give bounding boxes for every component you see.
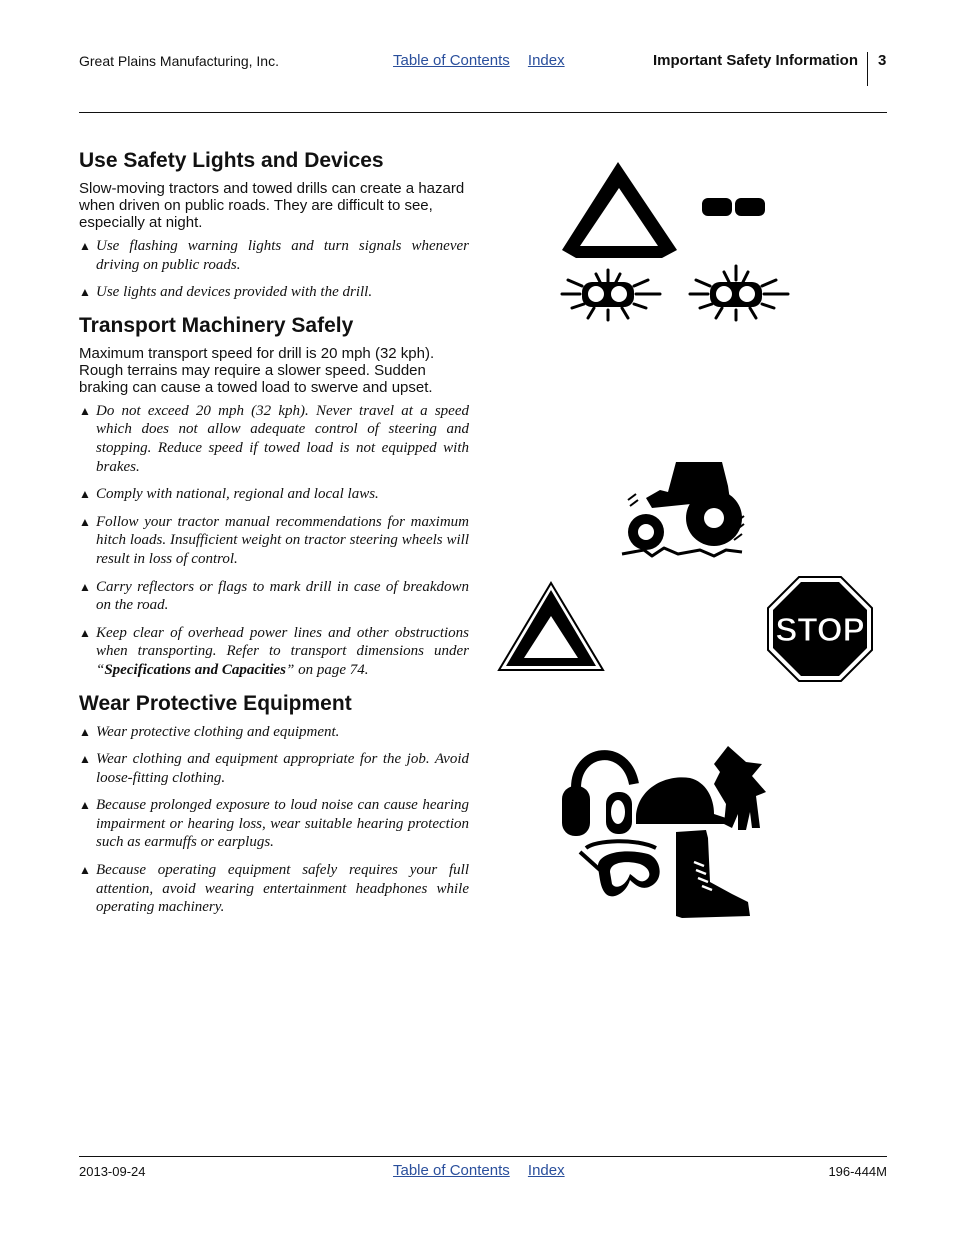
specifications-reference: Specifications and Capacities — [104, 661, 287, 678]
section-safety-lights — [79, 148, 469, 302]
triangle-bullet-icon: ▲ — [79, 285, 91, 300]
bullet-list — [79, 237, 469, 302]
bullet-item: ▲ Keep clear of overhead power lines and other obstructions when transporting. Refer to transport dimensions under “Specifications and Capacities” on page 74. — [79, 624, 469, 678]
section-title: Use Safety Lights and Devices — [79, 149, 384, 172]
bullet-list — [79, 723, 469, 917]
header-index-link[interactable]: Index — [527, 52, 565, 69]
header-rule — [79, 112, 887, 113]
protective-equipment-illustration — [556, 744, 776, 924]
bullet-item: ▲ Use lights and devices provided with the drill. — [79, 284, 373, 301]
triangle-warning-sign — [496, 580, 606, 674]
footer-rule — [79, 1156, 887, 1157]
header-section-title: Important Safety Information — [652, 52, 858, 69]
bullet-item: ▲ Because prolonged exposure to loud noise can cause hearing impairment or hearing loss, wear suitable hearing protection such as earmuffs or earplugs. — [79, 797, 469, 851]
bullet-item: ▲ Wear clothing and equipment appropriate for the job. Avoid loose-fitting clothing. — [79, 751, 469, 786]
hard-hat-icon — [636, 777, 726, 824]
triangle-bullet-icon: ▲ — [79, 403, 91, 418]
triangle-bullet-icon: ▲ — [79, 724, 91, 739]
triangle-bullet-icon: ▲ — [79, 514, 91, 529]
bullet-list — [79, 402, 469, 680]
triangle-bullet-icon: ▲ — [79, 863, 91, 878]
triangle-bullet-icon: ▲ — [79, 798, 91, 813]
triangle-bullet-icon: ▲ — [79, 239, 91, 253]
triangle-bullet-icon: ▲ — [79, 625, 91, 640]
header-divider — [867, 52, 868, 86]
warning-lights-pair-icon — [702, 198, 765, 216]
triangle-warning-icon — [499, 583, 603, 670]
footer-doc-number: 196-444M — [828, 1164, 887, 1179]
bullet-item: ▲ Do not exceed 20 mph (32 kph). Never travel at a speed which does not allow adequate control of steering and stopping. Reduce speed if towed load is not equipped with brakes. — [79, 402, 469, 475]
triangle-bullet-icon: ▲ — [79, 487, 91, 502]
smv-emblem-icon — [562, 162, 677, 258]
stop-sign-icon — [768, 577, 872, 681]
bullet-item: ▲ Comply with national, regional and local laws. — [79, 486, 379, 503]
footer-date: 2013-09-24 — [79, 1164, 146, 1179]
section-title: Transport Machinery Safely — [79, 313, 354, 337]
header-toc-link[interactable]: Table of Contents — [393, 52, 510, 69]
bullet-item: ▲ Carry reflectors or flags to mark drill in case of breakdown on the road. — [79, 578, 469, 614]
page-number: 3 — [878, 52, 887, 69]
stop-sign-text: STOP — [775, 611, 865, 648]
safety-lights-illustration — [556, 158, 796, 324]
tractor-rough-terrain-illustration — [618, 458, 750, 562]
section-title: Wear Protective Equipment — [79, 691, 352, 715]
bullet-item: ▲ Use flashing warning lights and turn signals whenever driving on public roads. — [79, 238, 469, 273]
bullet-item: ▲ Wear protective clothing and equipment. — [79, 723, 340, 740]
company-name: Great Plains Manufacturing, Inc. — [79, 53, 279, 69]
triangle-bullet-icon: ▲ — [79, 752, 91, 767]
section-intro: Slow-moving tractors and towed drills can create a hazard when driven on public roads. They are difficult to see, especially at night. — [79, 180, 465, 231]
earmuffs-icon — [562, 755, 634, 836]
footer-index-link[interactable]: Index — [527, 1162, 565, 1179]
section-intro: Maximum transport speed for drill is 20 mph (32 kph). Rough terrains may require a slower speed. Sudden braking can cause a towed load to swerve and upset. — [79, 344, 435, 396]
stop-sign — [767, 576, 873, 682]
footer-toc-link[interactable]: Table of Contents — [393, 1162, 510, 1179]
work-boot-icon — [676, 830, 750, 918]
tractor-icon — [628, 462, 742, 550]
safety-goggles-icon — [580, 841, 660, 896]
footer-nav — [393, 1162, 579, 1179]
bullet-item: ▲ Because operating equipment safely requires your full attention, avoid wearing entertainment headphones while operating machinery. — [79, 862, 469, 916]
bullet-item: ▲ Follow your tractor manual recommendations for maximum hitch loads. Insufficient weight on tractor steering wheels will result in loss of control. — [79, 513, 469, 567]
text-column — [79, 148, 469, 926]
header-nav — [393, 52, 579, 69]
triangle-bullet-icon: ▲ — [79, 579, 91, 594]
section-protective-equipment — [79, 691, 469, 917]
section-transport — [79, 313, 469, 680]
